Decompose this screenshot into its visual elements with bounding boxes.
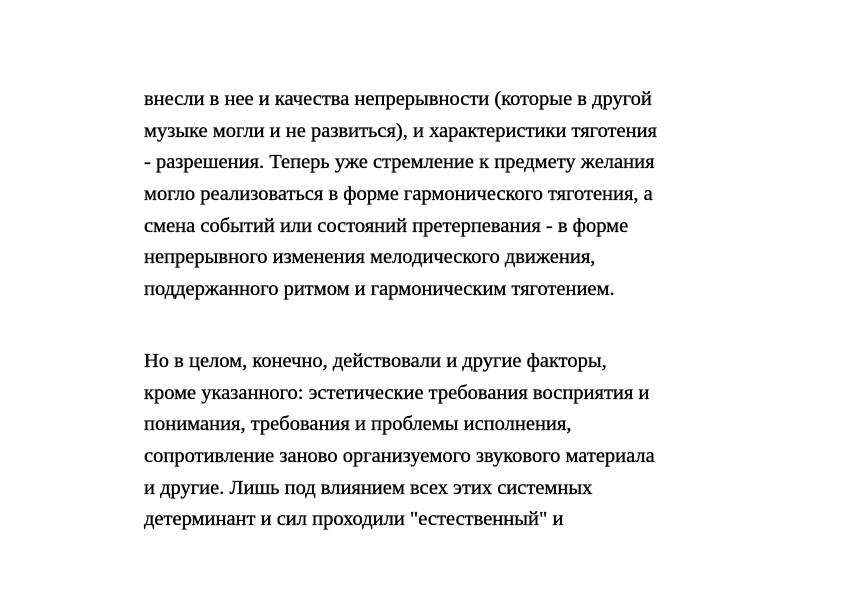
text-line: могло реализоваться в форме гармонического тяготения, а [144, 183, 653, 206]
text-line: кроме указанного: эстетические требования восприятия и [144, 381, 650, 404]
paragraph-1 [144, 84, 724, 306]
text-line: непрерывного изменения мелодического движения, [144, 246, 596, 269]
text-line: сопротивление заново организуемого звукового материала [144, 445, 655, 468]
text-line: музыке могли и не развиться), и характеристики тяготения [144, 119, 657, 142]
paragraph-2 [144, 346, 724, 536]
text-line: Но в целом, конечно, действовали и другие факторы, [144, 350, 607, 372]
text-line: детерминант и сил проходили "естественный" и [144, 508, 564, 531]
text-line: внесли в нее и качества непрерывности (которые в другой [144, 88, 652, 110]
text-line: и другие. Лишь под влиянием всех этих системных [144, 476, 593, 499]
text-line: - разрешения. Теперь уже стремление к предмету желания [144, 151, 655, 174]
text-line: смена событий или состояний претерпевания - в форме [144, 214, 629, 237]
text-line: понимания, требования и проблемы исполнения, [144, 413, 572, 436]
text-line: поддержанного ритмом и гармоническим тяготением. [144, 278, 615, 301]
